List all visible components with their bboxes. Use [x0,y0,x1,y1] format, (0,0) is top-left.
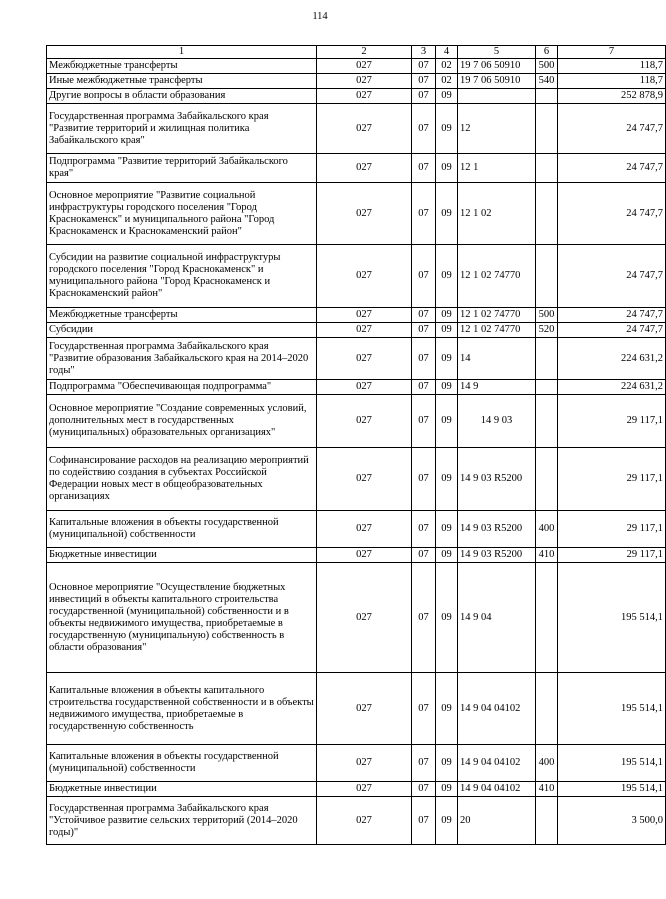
row-name: Основное мероприятие "Осуществление бюджетных инвестиций в объекты капитального строительства государственной (муниципальной) собственности и в объекты недвижимого имущества, приобретаемые в государственную (муниципальную) собственность в области образования" [47,563,317,673]
row-expense-type: 520 [536,323,558,338]
row-expense-type: 500 [536,308,558,323]
row-expense-type [536,380,558,395]
row-amount: 224 631,2 [558,338,666,380]
row-subsection-code: 09 [436,183,458,245]
row-section-code: 07 [412,89,436,104]
row-target-article: 12 1 02 74770 [458,245,536,308]
row-subsection-code: 09 [436,245,458,308]
table-row [47,183,666,245]
table-row [47,104,666,154]
table-row [47,797,666,845]
row-section-code: 07 [412,511,436,548]
row-ved-code: 027 [317,154,412,183]
row-subsection-code: 09 [436,797,458,845]
row-expense-type [536,338,558,380]
row-subsection-code: 09 [436,511,458,548]
column-header: 2 [317,46,412,59]
table-row [47,511,666,548]
column-header: 5 [458,46,536,59]
row-expense-type [536,89,558,104]
row-target-article: 14 9 03 R5200 [458,448,536,511]
table-row [47,323,666,338]
row-target-article: 14 [458,338,536,380]
table-row [47,245,666,308]
row-subsection-code: 09 [436,673,458,745]
row-name: Субсидии [47,323,317,338]
row-name: Субсидии на развитие социальной инфраструктуры городского поселения "Город Краснокаменск" и муниципального района "Город Краснокаменск и Краснокаменский район" [47,245,317,308]
row-expense-type [536,563,558,673]
row-ved-code: 027 [317,380,412,395]
row-ved-code: 027 [317,59,412,74]
row-subsection-code: 09 [436,323,458,338]
table-row [47,395,666,448]
row-name: Государственная программа Забайкальского края "Устойчивое развитие сельских территорий (2014–2020 годы)" [47,797,317,845]
table-row [47,154,666,183]
row-section-code: 07 [412,548,436,563]
row-amount: 24 747,7 [558,245,666,308]
row-target-article: 19 7 06 50910 [458,74,536,89]
table-row [47,673,666,745]
row-expense-type [536,154,558,183]
row-amount: 195 514,1 [558,563,666,673]
row-target-article: 14 9 04 [458,563,536,673]
table-row [47,448,666,511]
row-target-article: 14 9 04 04102 [458,673,536,745]
row-section-code: 07 [412,104,436,154]
table-row [47,74,666,89]
row-amount: 3 500,0 [558,797,666,845]
row-expense-type [536,673,558,745]
row-section-code: 07 [412,782,436,797]
row-subsection-code: 02 [436,74,458,89]
row-expense-type [536,448,558,511]
row-amount: 195 514,1 [558,673,666,745]
row-section-code: 07 [412,308,436,323]
row-amount: 118,7 [558,74,666,89]
row-ved-code: 027 [317,511,412,548]
table-row [47,745,666,782]
row-section-code: 07 [412,673,436,745]
row-ved-code: 027 [317,782,412,797]
row-amount: 29 117,1 [558,548,666,563]
row-target-article: 14 9 [458,380,536,395]
row-target-article: 14 9 03 R5200 [458,511,536,548]
row-section-code: 07 [412,74,436,89]
row-amount: 24 747,7 [558,183,666,245]
row-name: Бюджетные инвестиции [47,548,317,563]
page-number: 114 [312,11,328,22]
table-row [47,548,666,563]
row-subsection-code: 09 [436,154,458,183]
table-row [47,782,666,797]
row-name: Капитальные вложения в объекты капитального строительства государственной собственности и в объекты недвижимого имущества, приобретаемые в государственную собственность [47,673,317,745]
row-ved-code: 027 [317,797,412,845]
row-target-article: 19 7 06 50910 [458,59,536,74]
row-section-code: 07 [412,338,436,380]
row-ved-code: 027 [317,74,412,89]
column-header: 7 [558,46,666,59]
column-header: 4 [436,46,458,59]
row-target-article: 12 [458,104,536,154]
row-target-article [458,89,536,104]
row-amount: 224 631,2 [558,380,666,395]
row-section-code: 07 [412,797,436,845]
column-header: 3 [412,46,436,59]
row-expense-type: 410 [536,782,558,797]
row-ved-code: 027 [317,548,412,563]
row-target-article: 12 1 [458,154,536,183]
row-subsection-code: 09 [436,448,458,511]
row-subsection-code: 09 [436,380,458,395]
row-amount: 195 514,1 [558,782,666,797]
row-section-code: 07 [412,245,436,308]
row-amount: 29 117,1 [558,395,666,448]
row-amount: 195 514,1 [558,745,666,782]
row-amount: 29 117,1 [558,448,666,511]
row-name: Бюджетные инвестиции [47,782,317,797]
row-ved-code: 027 [317,338,412,380]
row-expense-type: 540 [536,74,558,89]
row-amount: 24 747,7 [558,154,666,183]
row-subsection-code: 02 [436,59,458,74]
table-row [47,338,666,380]
row-target-article: 14 9 04 04102 [458,782,536,797]
row-target-article: 12 1 02 74770 [458,308,536,323]
row-subsection-code: 09 [436,563,458,673]
table-row [47,59,666,74]
row-ved-code: 027 [317,323,412,338]
row-amount: 29 117,1 [558,511,666,548]
row-amount: 252 878,9 [558,89,666,104]
row-section-code: 07 [412,745,436,782]
row-expense-type: 400 [536,745,558,782]
row-expense-type: 410 [536,548,558,563]
row-target-article: 12 1 02 74770 [458,323,536,338]
row-target-article: 12 1 02 [458,183,536,245]
row-name: Капитальные вложения в объекты государственной (муниципальной) собственности [47,511,317,548]
row-expense-type: 500 [536,59,558,74]
row-expense-type: 400 [536,511,558,548]
table-row [47,563,666,673]
column-header: 6 [536,46,558,59]
row-amount: 24 747,7 [558,104,666,154]
row-expense-type [536,183,558,245]
row-ved-code: 027 [317,89,412,104]
column-header: 1 [47,46,317,59]
row-ved-code: 027 [317,308,412,323]
row-name: Подпрограмма "Развитие территорий Забайкальского края" [47,154,317,183]
row-name: Основное мероприятие "Создание современных условий, дополнительных мест в государственных (муниципальных) образовательных организациях" [47,395,317,448]
row-section-code: 07 [412,380,436,395]
row-target-article: 14 9 03 R5200 [458,548,536,563]
row-ved-code: 027 [317,183,412,245]
row-subsection-code: 09 [436,308,458,323]
row-amount: 118,7 [558,59,666,74]
row-expense-type [536,395,558,448]
row-section-code: 07 [412,448,436,511]
budget-table [46,45,666,845]
row-subsection-code: 09 [436,338,458,380]
row-ved-code: 027 [317,673,412,745]
row-subsection-code: 09 [436,548,458,563]
row-subsection-code: 09 [436,89,458,104]
row-name: Государственная программа Забайкальского края "Развитие образования Забайкальского края на 2014–2020 годы" [47,338,317,380]
row-ved-code: 027 [317,245,412,308]
row-section-code: 07 [412,154,436,183]
row-name: Капитальные вложения в объекты государственной (муниципальной) собственности [47,745,317,782]
row-subsection-code: 09 [436,104,458,154]
row-target-article: 14 9 03 [458,395,536,448]
header-row [47,46,666,59]
row-name: Межбюджетные трансферты [47,59,317,74]
row-name: Иные межбюджетные трансферты [47,74,317,89]
row-amount: 24 747,7 [558,308,666,323]
row-section-code: 07 [412,395,436,448]
table-row [47,89,666,104]
row-name: Софинансирование расходов на реализацию мероприятий по содействию создания в субъектах Российской Федерации новых мест в общеобразовательных организациях [47,448,317,511]
row-ved-code: 027 [317,104,412,154]
row-subsection-code: 09 [436,745,458,782]
row-expense-type [536,104,558,154]
row-name: Межбюджетные трансферты [47,308,317,323]
row-name: Подпрограмма "Обеспечивающая подпрограмма" [47,380,317,395]
row-name: Основное мероприятие "Развитие социальной инфраструктуры городского поселения "Город Краснокаменск" и муниципального района "Город Краснокаменск и Краснокаменский район" [47,183,317,245]
row-name: Государственная программа Забайкальского края "Развитие территорий и жилищная политика Забайкальского края" [47,104,317,154]
table-row [47,380,666,395]
row-section-code: 07 [412,59,436,74]
row-subsection-code: 09 [436,782,458,797]
row-subsection-code: 09 [436,395,458,448]
row-ved-code: 027 [317,448,412,511]
row-ved-code: 027 [317,563,412,673]
row-section-code: 07 [412,563,436,673]
row-amount: 24 747,7 [558,323,666,338]
row-target-article: 14 9 04 04102 [458,745,536,782]
row-section-code: 07 [412,323,436,338]
table-row [47,308,666,323]
row-target-article: 20 [458,797,536,845]
row-name: Другие вопросы в области образования [47,89,317,104]
table-body [47,59,666,845]
row-expense-type [536,797,558,845]
row-ved-code: 027 [317,395,412,448]
row-expense-type [536,245,558,308]
row-ved-code: 027 [317,745,412,782]
row-section-code: 07 [412,183,436,245]
